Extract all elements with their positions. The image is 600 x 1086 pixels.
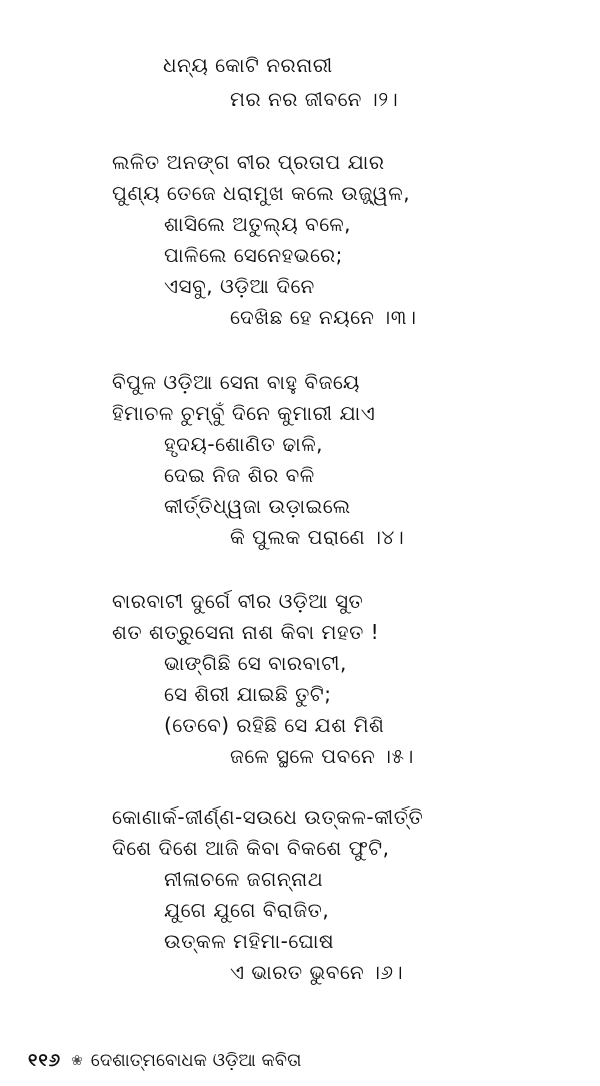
poem-line: ଯୁଗେ ଯୁଗେ ବିରାଜିତ, — [164, 898, 330, 922]
poem-line: ଶତ ଶତ୍ରୁସେନା ନାଶ କିବା ମହତ ! — [112, 620, 380, 644]
poem-line: ଏ ଭାରତ ଭୁବନେ ।୬। — [230, 960, 404, 984]
poem-line: ଦିଶେ ଦିଶେ ଆଜି କିବା ବିକଶେ ଫୁଟି, — [112, 836, 390, 860]
poem-line: ଧନ୍ୟ କୋଟି ନରନାରୀ — [163, 53, 333, 77]
poem-line: ଦେଇ ନିଜ ଶିର ବଳି — [164, 463, 315, 487]
poem-line: ଏସବୁ, ଓଡ଼ିଆ ଦିନେ — [164, 274, 315, 298]
page-number: ୧୧୬ — [28, 1050, 62, 1071]
poem-line: ବାରବାଟୀ ଦୁର୍ଗେ ବୀର ଓଡ଼ିଆ ସୁତ — [112, 589, 364, 613]
poem-line: କୋଣାର୍କ-ଜୀର୍ଣ୍ଣ-ସଉଧେ ଉତ୍କଳ-କୀର୍ତ୍ତି — [112, 805, 424, 829]
poem-line: ସେ ଶିରୀ ଯାଇଛି ତୁଟି; — [164, 682, 332, 706]
poem-line: ହୃଦୟ-ଶୋଣିତ ଢାଳି, — [164, 432, 324, 456]
book-title: ଦେଶାତ୍ମବୋଧକ ଓଡ଼ିଆ କବିତା — [90, 1050, 302, 1071]
page-footer — [28, 1048, 301, 1074]
flower-ornament-icon: ❀ — [71, 1053, 83, 1069]
poem-line: ଲଳିତ ଅନଙ୍ଗ ବୀର ପ୍ରତାପ ଯାର — [112, 150, 385, 174]
poem-line: ଉତ୍କଳ ମହିମା-ଘୋଷ — [164, 929, 335, 953]
poem-line: ଜଳେ ସ୍ଥଳେ ପବନେ ।୫। — [230, 744, 414, 768]
poem-line: ଶାସିଲେ ଅତୁଲ୍ୟ ବଳେ, — [164, 212, 352, 236]
poem-line: ପାଳିଲେ ସେନେହଭରେ; — [164, 243, 343, 267]
poem-line: ମର ନର ଜୀବନେ ।୨। — [230, 87, 399, 111]
poem-line: ବିପୁଳ ଓଡ଼ିଆ ସେନା ବାହୁ ବିଜୟେ — [112, 370, 360, 394]
poem-line: ନୀଳାଚଳେ ଜଗନ୍ନାଥ — [164, 867, 324, 891]
poem-line: ପୁଣ୍ୟ ତେଜେ ଧରାମୁଖ କଲେ ଉଜ୍ଜ୍ୱଳ, — [112, 181, 411, 205]
poem-line: ଦେଖିଛ ହେ ନୟନେ ।୩। — [230, 305, 417, 329]
poem-line: ହିମାଚଳ ଚୁମ୍ବୁଁ ଦିନେ କୁମାରୀ ଯାଏ — [112, 401, 376, 425]
poem-line: କି ପୁଲକ ପରାଣେ ।୪। — [230, 525, 405, 549]
poem-line: ଭାଙ୍ଗିଛି ସେ ବାରବାଟୀ, — [164, 651, 347, 675]
poem-line: କୀର୍ତ୍ତିଧ୍ୱଜା ଉଡ଼ାଇଲେ — [164, 494, 351, 518]
poem-line: (ତେବେ) ରହିଛି ସେ ଯଶ ମିଶି — [164, 713, 385, 737]
